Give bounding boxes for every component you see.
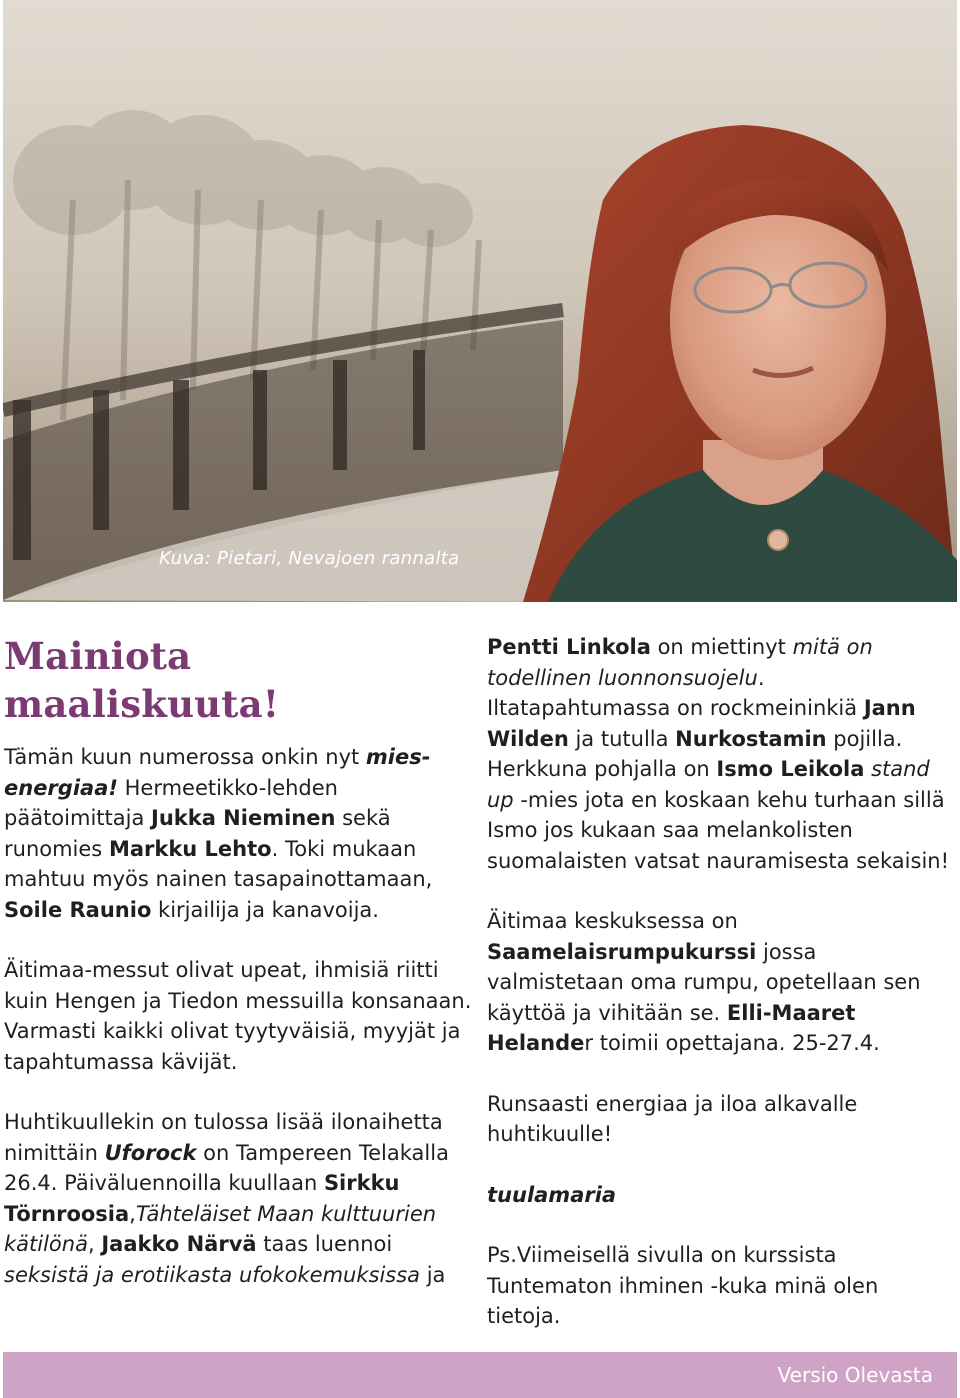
lecture-title: Tähteläiset Maan kulttuurien kätilönä xyxy=(4,1201,437,1256)
article-headline: Mainiota maaliskuuta! xyxy=(4,634,280,726)
article-right-column xyxy=(487,632,952,1362)
text: , xyxy=(87,1232,102,1256)
paragraph-uforock xyxy=(4,1107,474,1290)
text: r toimii opettajana. 25-27.4. xyxy=(584,1031,880,1055)
person-name: Soile Raunio xyxy=(4,897,152,922)
person-name: Markku Lehto xyxy=(108,836,272,861)
course-name: Saamelaisrumpukurssi xyxy=(487,939,757,964)
text: Huhtikuullekin on tulossa lisää ilonaihetta nimittäin xyxy=(4,1110,443,1165)
text: -mies jota en koskaan kehu turhaan sillä Ismo jos kukaan saa melankolisten suomalaisten vatsat nauramisesta sekaisin! xyxy=(487,787,950,873)
paragraph-ps: Ps.Viimeisellä sivulla on kurssista Tuntematon ihminen -kuka minä olen tietoja. xyxy=(487,1243,879,1328)
article-left-column xyxy=(4,632,474,1320)
paragraph-messut: Äitimaa-messut olivat upeat, ihmisiä riitti kuin Hengen ja Tiedon messuilla konsanaan. Varmasti kaikki olivat tyytyväisiä, myyjät ja tapahtumassa kävijät. xyxy=(4,958,472,1074)
person-name: Jukka Nieminen xyxy=(151,806,336,830)
header-photo xyxy=(3,0,957,602)
text: jossa valmistetaan oma rumpu, opetellaan sen käyttöä ja vihitään se. xyxy=(487,939,921,1025)
paragraph-intro xyxy=(4,742,474,925)
photo-illustration xyxy=(3,0,957,602)
person-name: Jaakko Närvä xyxy=(101,1232,257,1256)
photo-caption: Kuva: Pietari, Nevajoen rannalta xyxy=(159,548,460,569)
text: ja xyxy=(420,1262,446,1287)
person-name: Sirkku Törnroosia xyxy=(4,1171,400,1226)
text: taas luennoi xyxy=(256,1232,393,1256)
band-name: Nurkostamin xyxy=(675,726,827,751)
text: . Iltatapahtumassa on rockmeininkiä xyxy=(487,665,864,720)
text: pojilla. Herkkuna pohjalla on xyxy=(487,726,903,781)
text: . Toki mukaan mahtuu myös nainen tasapainottamaan, xyxy=(4,836,433,891)
footer-bar xyxy=(3,1352,957,1398)
lecture-title: seksistä ja erotiikasta ufokokemuksissa xyxy=(4,1262,421,1287)
person-name: Elli-Maaret Helande xyxy=(487,1000,856,1055)
emphasis: stand up xyxy=(487,757,930,812)
paragraph-wishes: Runsaasti energiaa ja iloa alkavalle huhtikuulle! xyxy=(487,1091,858,1146)
text: , xyxy=(129,1201,136,1226)
text: on miettinyt xyxy=(650,635,793,659)
text: Hermeetikko-lehden päätoimittaja xyxy=(4,775,338,830)
signature-text: tuulamaria xyxy=(487,1182,617,1207)
person-name: Jann Wilden xyxy=(487,696,916,751)
text: Äitimaa keskuksessa on xyxy=(487,909,738,933)
event-name: Uforock xyxy=(104,1140,197,1165)
text: sekä runomies xyxy=(4,806,391,861)
emphasis: mies-energiaa! xyxy=(4,745,431,800)
text: kirjailija ja kanavoija. xyxy=(151,897,379,922)
lecture-title: mitä on todellinen luonnonsuojelu xyxy=(487,635,873,690)
signature xyxy=(487,1180,952,1211)
text: on Tampereen Telakalla 26.4. Päiväluennoilla kuullaan xyxy=(4,1140,449,1195)
paragraph-uforock-continued xyxy=(487,632,952,876)
text: ja tutulla xyxy=(568,726,676,751)
paragraph-rumpukurssi xyxy=(487,906,952,1059)
text: Tämän kuun numerossa onkin nyt xyxy=(4,745,366,769)
footer-label: Versio Olevasta xyxy=(777,1363,933,1387)
person-name: Ismo Leikola xyxy=(716,757,865,781)
person-name: Pentti Linkola xyxy=(487,635,651,659)
